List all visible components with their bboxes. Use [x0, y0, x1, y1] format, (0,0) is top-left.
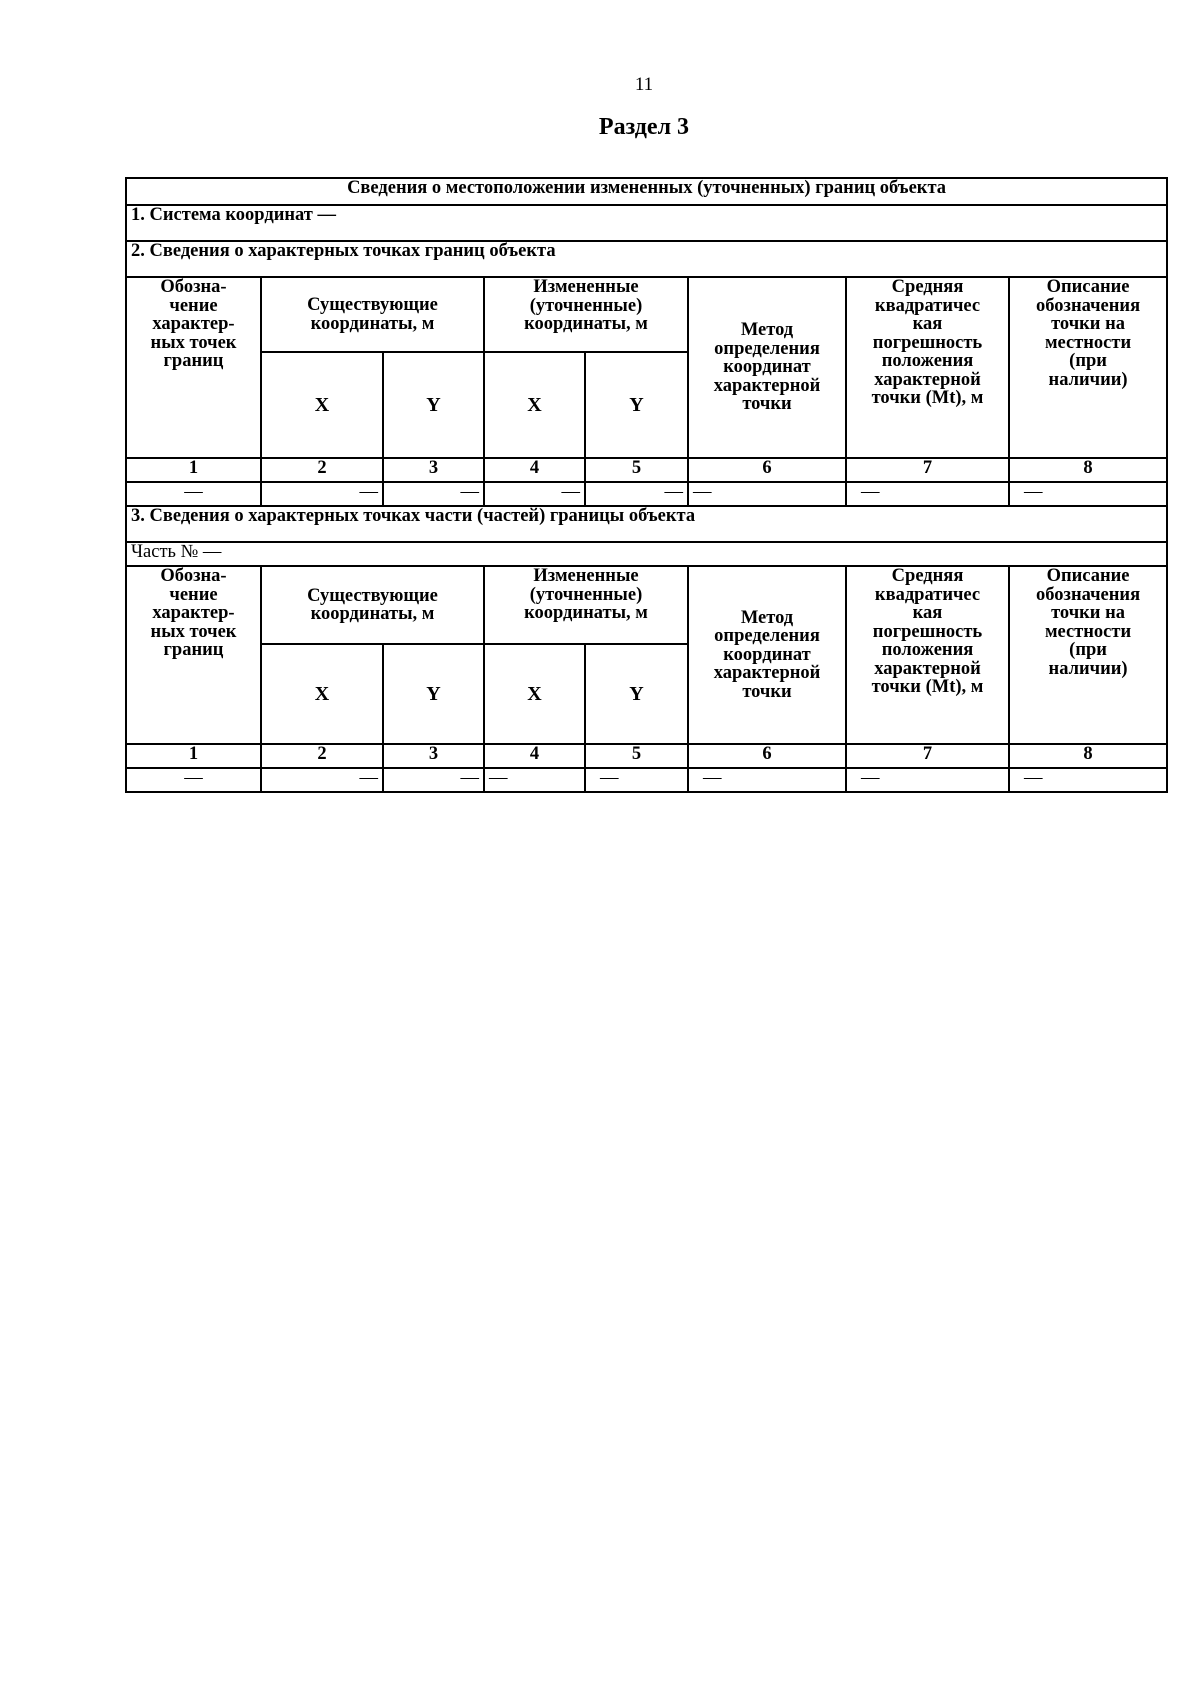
empty-value: —: [484, 482, 585, 506]
column-number: 7: [846, 458, 1009, 482]
header-changed-y: Y: [585, 644, 688, 744]
header-description: Описание обозначения точки на местности (при наличии): [1009, 277, 1167, 458]
part-label: Часть № —: [126, 542, 1167, 566]
header-existing-coords: Существующие координаты, м: [261, 277, 484, 352]
header-designation: Обозна- чение характер- ных точек границ: [126, 277, 261, 458]
column-number: 5: [585, 744, 688, 768]
header-changed-coords: Измененные (уточненные) координаты, м: [484, 277, 688, 352]
column-number: 4: [484, 744, 585, 768]
empty-value: —: [1009, 482, 1167, 506]
section-title: Раздел 3: [598, 114, 690, 140]
header-existing-y: Y: [383, 352, 484, 458]
column-number: 3: [383, 458, 484, 482]
column-number: 7: [846, 744, 1009, 768]
column-number: 2: [261, 458, 383, 482]
boundary-table: [125, 177, 1168, 793]
empty-value: —: [585, 768, 688, 792]
header-designation: Обозна- чение характер- ных точек границ: [126, 566, 261, 744]
header-changed-y: Y: [585, 352, 688, 458]
table-title: Сведения о местоположении измененных (уточненных) границ объекта: [126, 178, 1167, 205]
column-number: 6: [688, 458, 846, 482]
header-description: Описание обозначения точки на местности (при наличии): [1009, 566, 1167, 744]
header-existing-x: X: [261, 352, 383, 458]
empty-value: —: [688, 482, 846, 506]
column-number: 8: [1009, 744, 1167, 768]
empty-value: —: [1009, 768, 1167, 792]
header-changed-coords: Измененные (уточненные) координаты, м: [484, 566, 688, 644]
column-number: 2: [261, 744, 383, 768]
empty-value: —: [688, 768, 846, 792]
header-changed-x: X: [484, 352, 585, 458]
column-number: 1: [126, 744, 261, 768]
column-number: 3: [383, 744, 484, 768]
header-method: Метод определения координат характерной точки: [688, 277, 846, 458]
empty-value: —: [846, 768, 1009, 792]
header-existing-x: X: [261, 644, 383, 744]
column-number: 6: [688, 744, 846, 768]
header-changed-x: X: [484, 644, 585, 744]
coordinate-system: 1. Система координат —: [126, 205, 1167, 241]
column-number: 5: [585, 458, 688, 482]
column-number: 1: [126, 458, 261, 482]
column-number: 4: [484, 458, 585, 482]
header-method: Метод определения координат характерной точки: [688, 566, 846, 744]
empty-value: —: [126, 768, 261, 792]
empty-value: —: [484, 768, 585, 792]
empty-value: —: [383, 482, 484, 506]
section-3-title: 3. Сведения о характерных точках части (частей) границы объекта: [126, 506, 1167, 542]
empty-value: —: [261, 482, 383, 506]
header-mse: Средняя квадратичес кая погрешность положения характерной точки (Mt), м: [846, 566, 1009, 744]
empty-value: —: [585, 482, 688, 506]
header-mse: Средняя квадратичес кая погрешность положения характерной точки (Mt), м: [846, 277, 1009, 458]
section-2-title: 2. Сведения о характерных точках границ объекта: [126, 241, 1167, 277]
column-number: 8: [1009, 458, 1167, 482]
page-number: 11: [634, 74, 654, 95]
header-existing-y: Y: [383, 644, 484, 744]
empty-value: —: [261, 768, 383, 792]
empty-value: —: [846, 482, 1009, 506]
header-existing-coords: Существующие координаты, м: [261, 566, 484, 644]
empty-value: —: [383, 768, 484, 792]
empty-value: —: [126, 482, 261, 506]
